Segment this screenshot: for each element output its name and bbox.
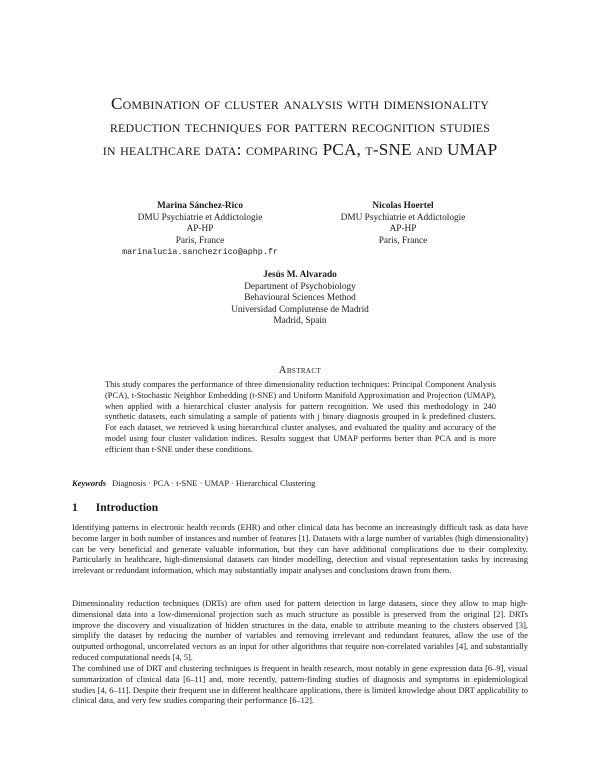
author-institution: AP-HP [186,224,214,235]
section-heading [72,502,158,514]
author-affiliation: DMU Psychiatrie et Addictologie [137,212,263,223]
author-name: Jesús M. Alvarado [263,270,337,280]
paragraph-3: The combined use of DRT and clustering techniques is frequent in health research, most notably in gene expression data [6–9], visual summarization of clinical data [6–11] and, more recently, pattern-finding studies of diagnosis and symptoms in epidemiological studies [4, 6–11]. Despite their frequent use in different healthcare applications, there is limited knowledge about DRT applicability to clinical data, and very few studies comparing their performance [6–12]. [72,663,528,706]
author-location: Madrid, Spain [273,316,327,327]
author-email[interactable]: marinalucia.sanchezrico@aphp.fr [122,247,278,258]
section-title: Introduction [95,502,159,514]
author-affiliation: DMU Psychiatrie et Addictologie [340,212,466,223]
title-line-3: in healthcare data: comparing PCA, t-SNE and UMAP [102,140,498,159]
author-block-2 [313,201,493,247]
title-line-1: Combination of cluster analysis with dimensionality [110,94,490,113]
author-location: Paris, France [175,235,225,246]
keywords [72,478,315,489]
keywords-text: Diagnosis · PCA · t-SNE · UMAP · Hierarchical Clustering [112,478,316,488]
author-location: Paris, France [378,235,428,246]
abstract-text: This study compares the performance of three dimensionality reduction techniques: Principal Component Analysis (PCA), t-Stochastic Neighbor Embedding (t-SNE) and Uniform Manifold Approximation and Projection (UMAP), when applied with a hierarchical cluster analysis for pattern recognition. We used this methodology in 240 synthetic datasets, each simulating a sample of patients with j binary diagnosis grouped in k predefined clusters. For each dataset, we retrieved k using hierarchical cluster analyses, and evaluated the quality and accuracy of the model using four cluster validation indices. Results suggest that UMAP performs better than PCA and is more efficient than t-SNE under these conditions. [105,379,496,454]
author-institution: AP-HP [389,224,417,235]
paragraph-2: Dimensionality reduction techniques (DRTs) are often used for pattern detection in large datasets, since they allow to map high-dimensional data into a low-dimensional projection such as much structure as possible is preserved from the original [2]. DRTs improve the discovery and visualization of hidden structures in the data, enable to attribute meaning to the clusters observed [3], simplify the dataset by reducing the number of variables and removing irrelevant and redundant features, allow the use of the outputted orthogonal, uncorrelated vectors as an input for other algorithms that require non-correlated variables [4], and substantially reduced computational needs [4, 5]. [72,598,528,662]
author-name: Nicolas Hoertel [372,201,434,211]
author-affiliation: Behavioural Sciences Method [244,293,356,304]
author-institution: Universidad Complutense de Madrid [231,304,369,315]
title-line-2: reduction techniques for pattern recognition studies [109,117,491,136]
paragraph-1: Identifying patterns in electronic health records (EHR) and other clinical data has become an increasingly difficult task as data have become larger in both number of instances and number of features [1]. Datasets with a large number of variables (high dimensionality) can be very beneficial and generate valuable information, but they can have additional complications due to their complexity. Particularly in healthcare, high-dimensional datasets can hinder modelling, detection and visual representation tasks by increasing irrelevant or redundant information, which may substantially impair analyses and conclusions drawn from them. [72,522,528,575]
paper-title [60,92,540,161]
section-number: 1 [72,502,78,514]
author-block-1 [104,201,296,259]
keywords-label: Keywords [72,478,106,488]
author-department: Department of Psychobiology [244,281,356,292]
author-name: Marina Sánchez-Rico [157,201,243,211]
author-block-3 [180,270,420,328]
abstract-heading: Abstract [278,365,322,376]
